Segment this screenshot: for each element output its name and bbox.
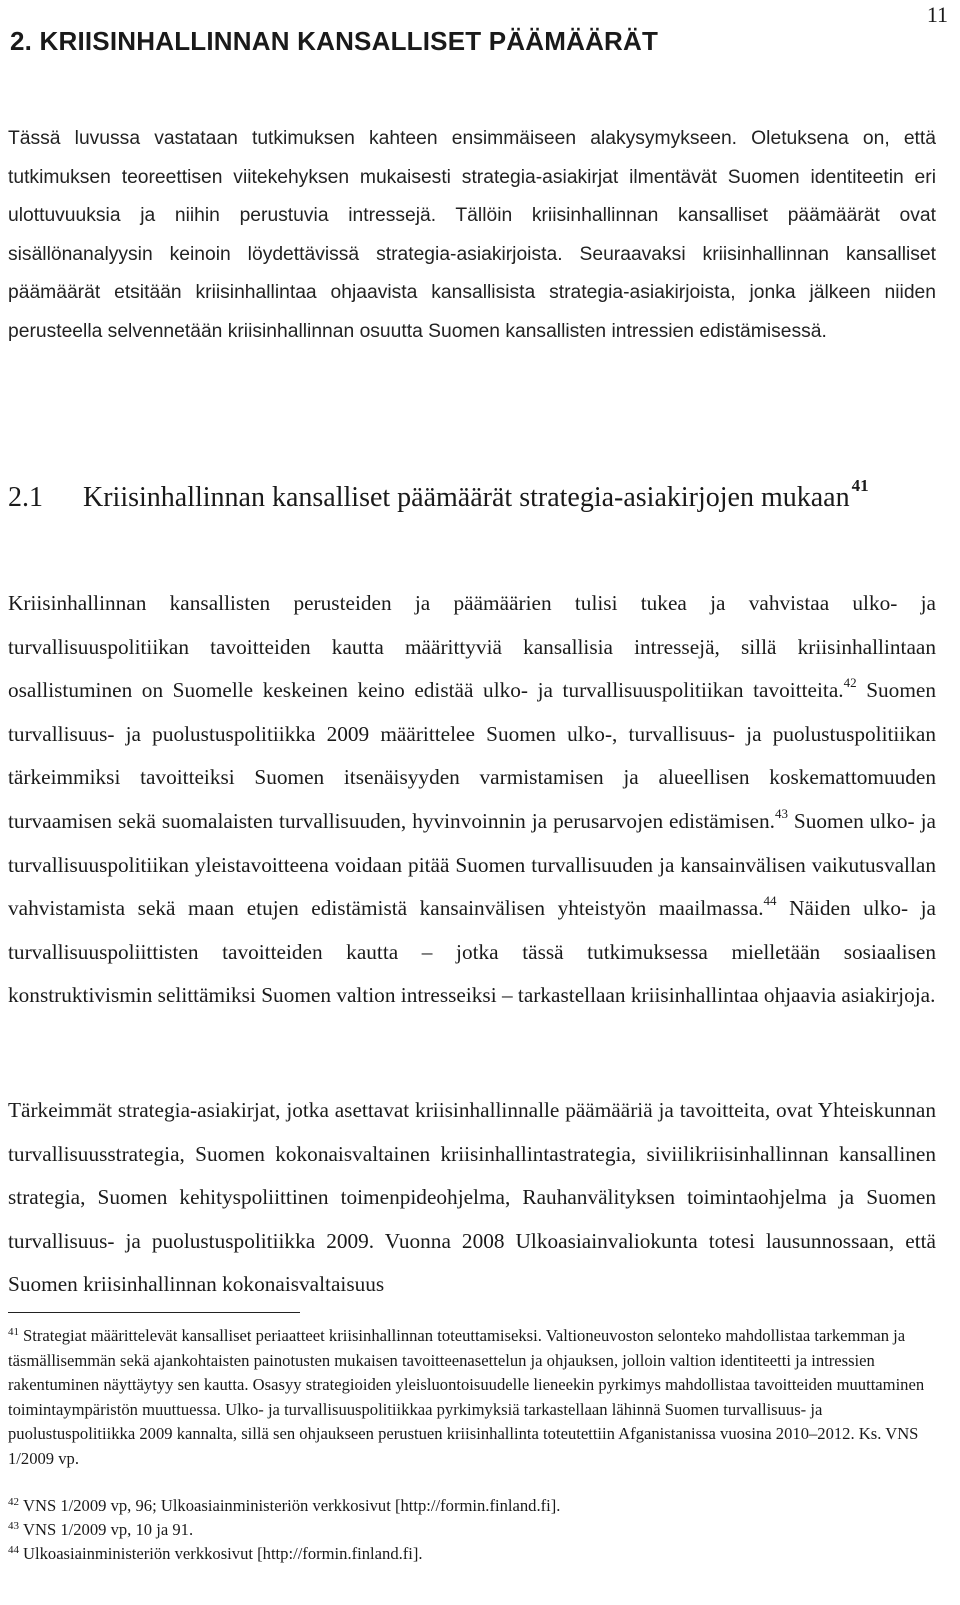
- footnote-44: [8, 1542, 934, 1567]
- footnote-43: [8, 1518, 934, 1543]
- footnote-text: Strategiat määrittelevät kansalliset periaatteet kriisinhallinnan toteuttamiseksi. Valtioneuvoston selonteko mahdollistaa tarkemman ja täsmällisemmän sekä ajankohtaisten painotusten mukaisen tavoitteenasettelun ja ohjauksen, jolloin valtion identiteetti ja intressien rakentuminen näyttäytyy sen kautta. Osasyy strategioiden yleisluontoisuudelle lieneekin pyrkimys mahdollistaa tavoitteiden muuttaminen toimintaympäristön muuttuessa. Ulko- ja turvallisuuspolitiikkaa pyrkimyksiä tarkastellaan lähinnä Suomen turvallisuus- ja puolustuspolitiikka 2009 kannalta, sillä sen ohjaukseen perustuen kriisinhallinta toteutettiin Afganistanissa vuosina 2010–2012. Ks. VNS 1/2009 vp.: [8, 1326, 925, 1468]
- footnote-text: VNS 1/2009 vp, 10 ja 91.: [23, 1520, 194, 1539]
- para1-sentence-2: Suomen turvallisuus- ja puolustuspolitiikka 2009 määrittelee Suomen ulko-, turvallisuus- ja puolustuspolitiikan tärkeimmiksi tavoitteiksi Suomen itsenäisyyden varmistamisen ja alueellisen koskemattomuuden turvaamisen sekä suomalaisten turvallisuuden, hyvinvoinnin ja perusarvojen edistämisen.: [8, 678, 936, 833]
- footnote-ref-42: 42: [843, 675, 857, 691]
- footnote-number: 43: [8, 1520, 19, 1532]
- footnote-ref-41: 41: [851, 476, 869, 495]
- intro-paragraph: Tässä luvussa vastataan tutkimuksen kahteen ensimmäiseen alakysymykseen. Oletuksena on, että tutkimuksen teoreettisen viitekehyksen mukaisesti strategia-asiakirjat ilmentävät Suomen identiteetin eri ulottuvuuksia ja niihin perustuvia intressejä. Tällöin kriisinhallinnan kansalliset päämäärät ovat sisällönanalyysin keinoin löydettävissä strategia-asiakirjoista. Seuraavaksi kriisinhallinnan kansalliset päämäärät etsitään kriisinhallintaa ohjaavista kansallisista strategia-asiakirjoista, jonka jälkeen niiden perusteella selvennetään kriisinhallinnan osuutta Suomen kansallisten intressien edistämisessä.: [8, 128, 936, 342]
- para1-sentence-1: Kriisinhallinnan kansallisten perusteiden ja päämäärien tulisi tukea ja vahvistaa ulko- ja turvallisuuspolitiikan tavoitteiden kautta määrittyviä kansallisia intressejä, sillä kriisinhallintaan osallistuminen on Suomelle keskeinen keino edistää ulko- ja turvallisuuspolitiikan tavoitteita.: [8, 591, 936, 703]
- body-paragraph-2: Tärkeimmät strategia-asiakirjat, jotka asettavat kriisinhallinnalle päämääriä ja tavoitteita, ovat Yhteiskunnan turvallisuusstrategia, Suomen kokonaisvaltainen kriisinhallintastrategia, siviilikriisinhallinnan kansallinen strategia, Suomen kehityspoliittinen toimenpideohjelma, Rauhanvälityksen toimintaohjelma ja Suomen turvallisuus- ja puolustuspolitiikka 2009. Vuonna 2008 Ulkoasiainvaliokunta totesi lausunnossaan, että Suomen kriisinhallinnan kokonaisvaltaisuus: [8, 1098, 936, 1297]
- body-paragraph-1: [8, 582, 936, 1018]
- footnote-42: [8, 1494, 934, 1519]
- footnote-number: 41: [8, 1326, 19, 1338]
- footnote-separator: [8, 1312, 300, 1313]
- footnote-ref-43: 43: [774, 805, 788, 821]
- footnote-text: VNS 1/2009 vp, 96; Ulkoasiainministeriön verkkosivut [http://formin.finland.fi].: [23, 1496, 561, 1515]
- page-number: 11: [926, 2, 948, 27]
- footnote-number: 44: [8, 1544, 19, 1556]
- footnote-number: 42: [8, 1496, 19, 1508]
- footnote-text: Ulkoasiainministeriön verkkosivut [http://formin.finland.fi].: [23, 1544, 423, 1563]
- section-number: 2.1: [8, 482, 43, 513]
- chapter-heading: 2. KRIISINHALLINNAN KANSALLISET PÄÄMÄÄRÄT: [10, 26, 659, 56]
- para1-sentence-4: Näiden ulko- ja turvallisuuspoliittisten tavoitteiden kautta – jotka tässä tutkimuksessa mielletään sosiaalisen konstruktivismin selittämiksi Suomen valtion intresseiksi – tarkastellaan kriisinhallintaa ohjaavia asiakirjoja.: [8, 896, 937, 1008]
- footnote-ref-44: 44: [763, 893, 777, 909]
- para1-sentence-3: Suomen ulko- ja turvallisuuspolitiikan yleistavoitteena voidaan pitää Suomen turvallisuuden ja kansainvälisen vaikutusvallan vahvistamista sekä maan etujen edistämistä kansainvälisen yhteistyön maailmassa.: [8, 808, 936, 921]
- section-heading: [8, 476, 869, 514]
- footnote-41: [8, 1324, 934, 1471]
- section-title: Kriisinhallinnan kansalliset päämäärät strategia-asiakirjojen mukaan: [83, 482, 850, 513]
